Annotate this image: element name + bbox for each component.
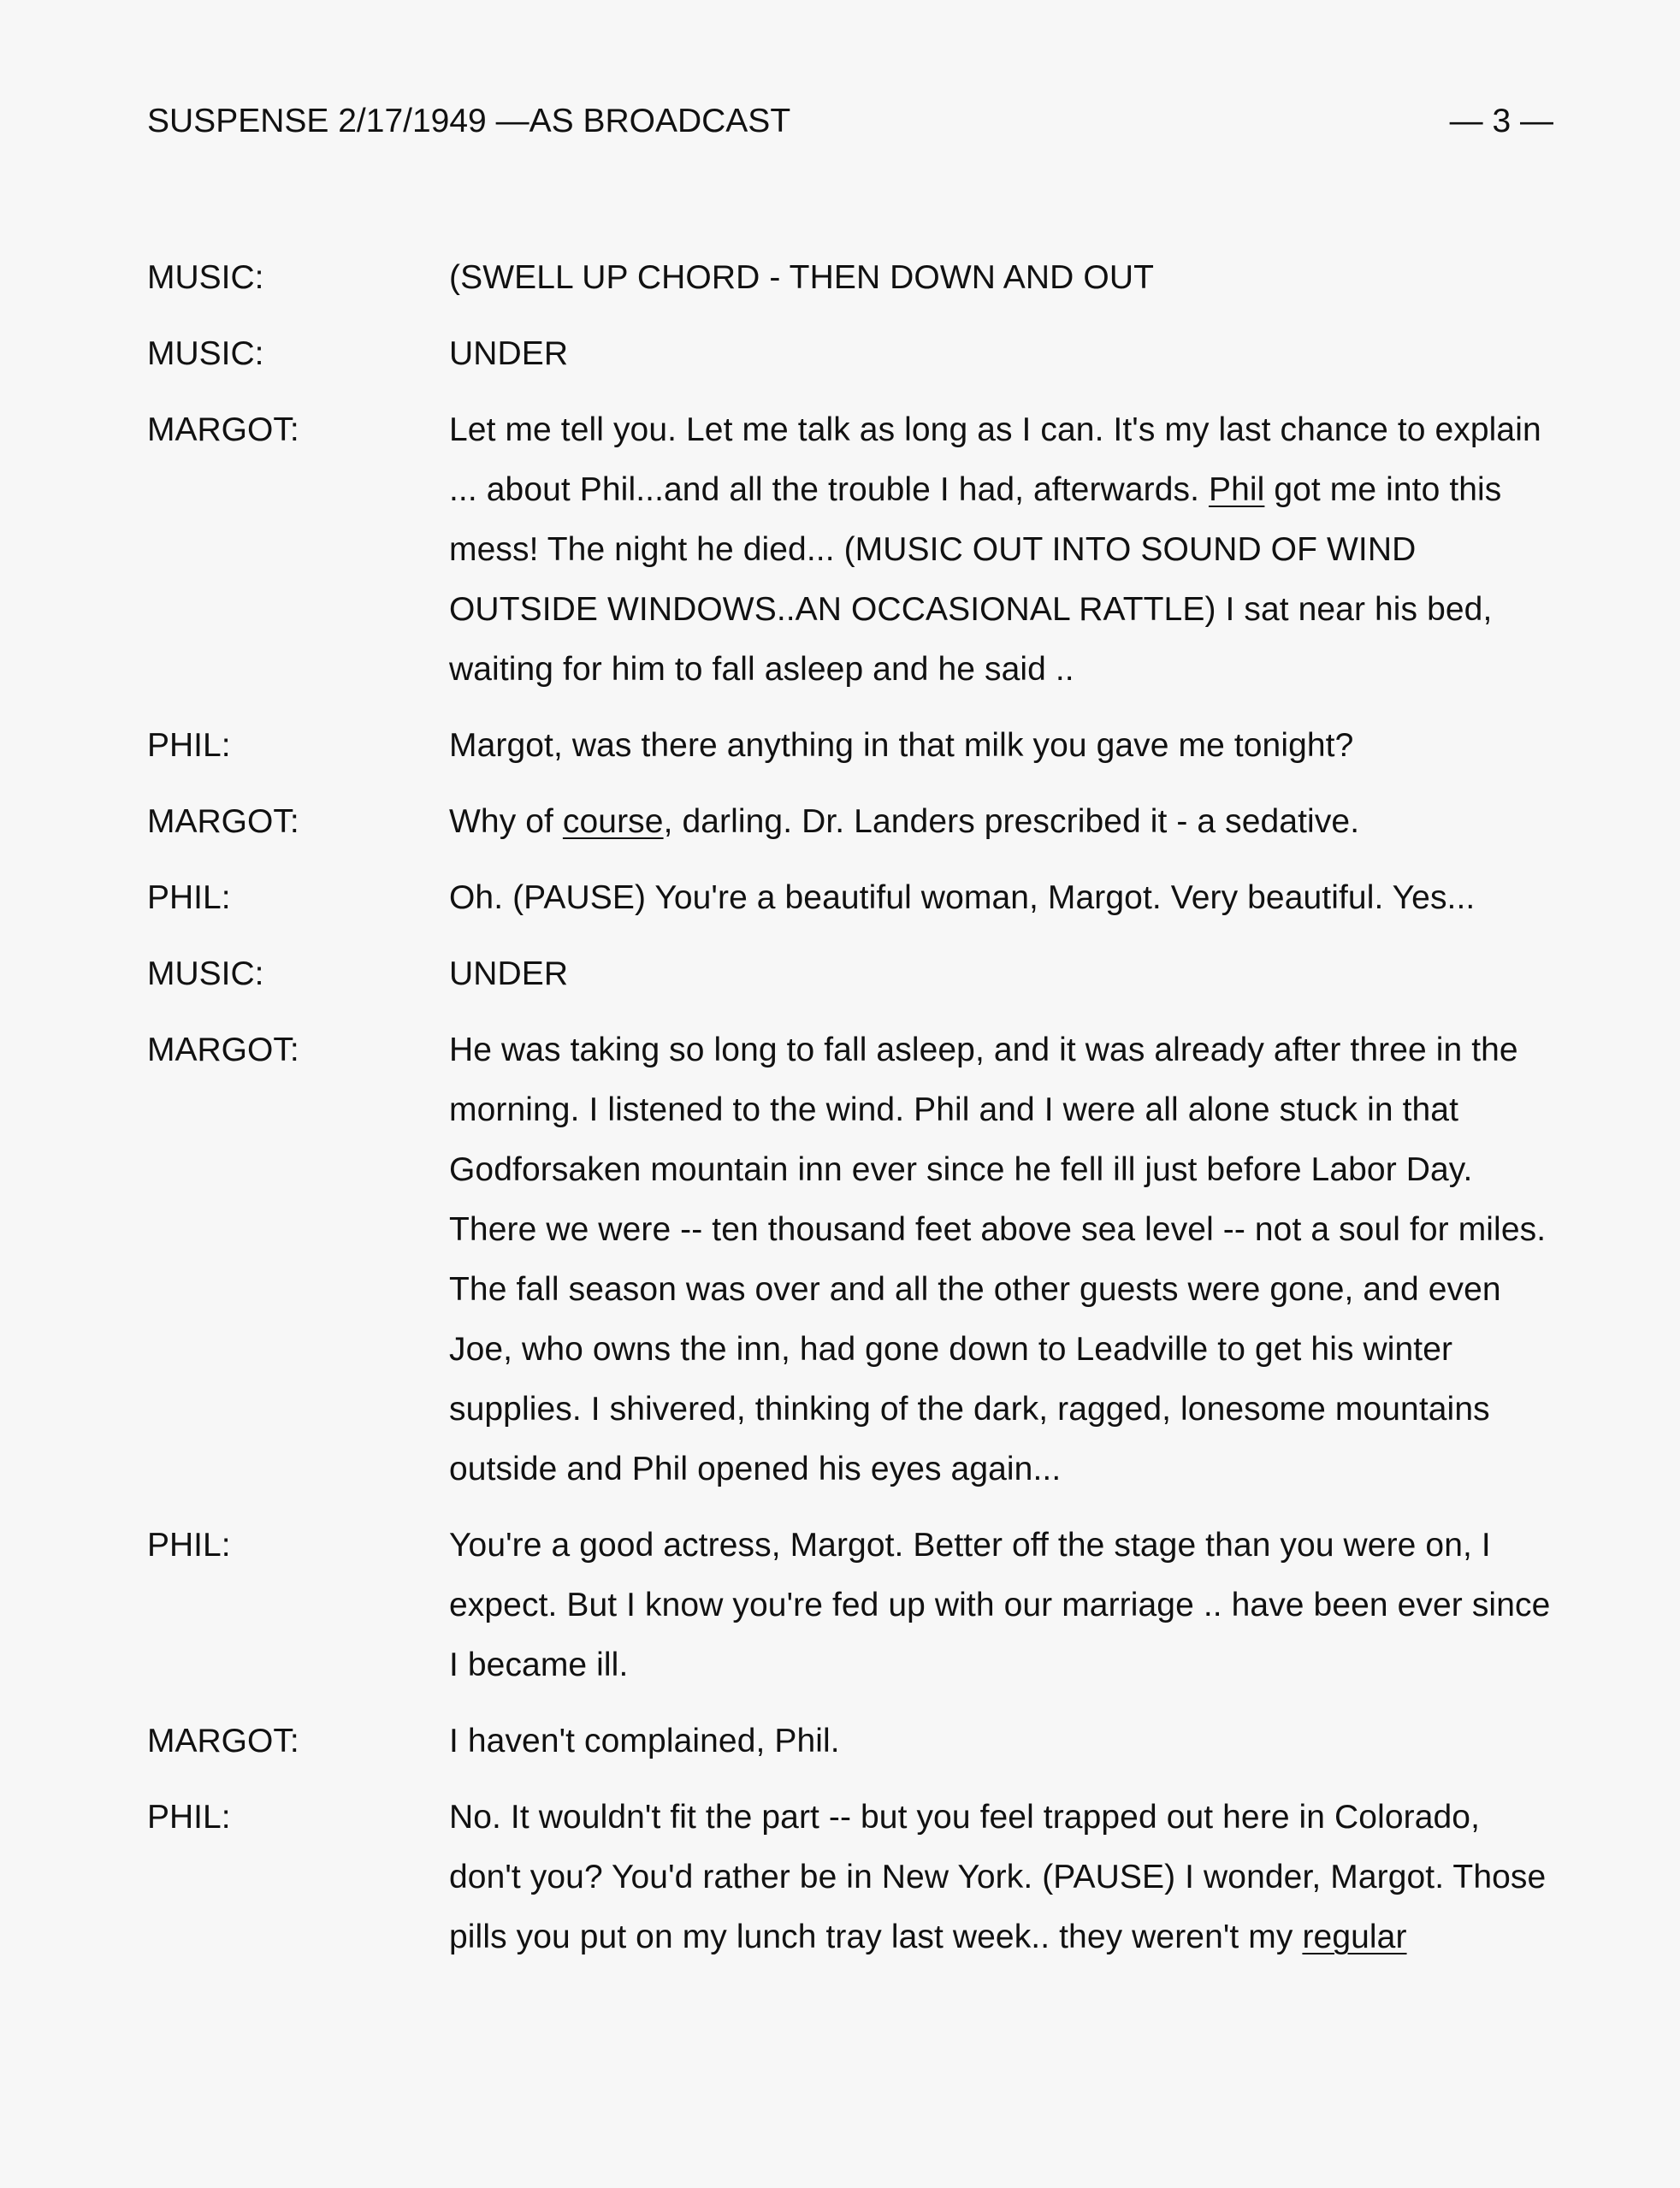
dialogue-text: He was taking so long to fall asleep, and it was already after three in the morning. I listened to the wind. Phil and I were all alone stuck in that Godforsaken mountain inn ever since he fell ill just before Labor Day. There we were -- ten thousand feet above sea level -- not a soul for miles. The fall season was over and all the other guests were gone, and even Joe, who owns the inn, had gone down to Leadville to get his winter supplies. I shivered, thinking of the dark, ragged, lonesome mountains outside and Phil opened his eyes again...: [449, 1032, 1547, 1487]
dialogue-text: Let me tell you. Let me talk as long as I can. It's my last chance to explain ... about Phil...and all the trouble I had, afterwards. Phil got me into this mess! The night he died... (MUSIC OUT INTO SOUND OF WIND OUTSIDE WINDOWS..AN OCCASIONAL RATTLE) I sat near his bed, waiting for him to fall asleep and he said ..: [449, 411, 1541, 688]
dialogue-text: Why of course, darling. Dr. Landers prescribed it - a sedative.: [449, 803, 1360, 840]
script-entry-margot: [147, 792, 1559, 852]
speaker-label: MUSIC:: [147, 955, 264, 992]
speaker-label: PHIL:: [147, 879, 231, 916]
speaker-label: MARGOT:: [147, 411, 299, 448]
speaker-label: PHIL:: [147, 727, 231, 764]
underlined-word: Phil: [1208, 471, 1265, 508]
speaker-label: MARGOT:: [147, 803, 299, 840]
dialogue-text: I haven't complained, Phil.: [449, 1723, 840, 1759]
script-entry-phil: [147, 1788, 1559, 1967]
speaker-label: MARGOT:: [147, 1723, 299, 1759]
script-entry-music-cue: [147, 944, 1559, 1004]
script-entry-phil: [147, 1516, 1559, 1695]
underlined-word: course: [562, 803, 664, 840]
script-entry-margot: [147, 1020, 1559, 1499]
dialogue-text: You're a good actress, Margot. Better off the stage than you were on, I expect. But I know you're fed up with our marriage .. have been ever since I became ill.: [449, 1527, 1551, 1683]
script-entry-phil: [147, 716, 1559, 776]
speaker-label: PHIL:: [147, 1527, 231, 1564]
page-header: [147, 101, 1553, 142]
speaker-label: PHIL:: [147, 1799, 231, 1836]
dialogue-text: (SWELL UP CHORD - THEN DOWN AND OUT: [449, 259, 1155, 296]
page-number: — 3 —: [1449, 103, 1553, 139]
dialogue-text: UNDER: [449, 955, 569, 992]
script-entry-margot: [147, 1712, 1559, 1771]
script-entry-phil: [147, 868, 1559, 928]
script-body: [147, 248, 1559, 1984]
speaker-label: MUSIC:: [147, 335, 264, 372]
speaker-label: MARGOT:: [147, 1032, 299, 1068]
dialogue-text: No. It wouldn't fit the part -- but you feel trapped out here in Colorado, don't you? You'd rather be in New York. (PAUSE) I wonder, Margot. Those pills you put on my lunch tray last week.. they weren't my regular: [449, 1799, 1547, 1955]
dialogue-text: Margot, was there anything in that milk you gave me tonight?: [449, 727, 1354, 764]
dialogue-text: UNDER: [449, 335, 569, 372]
script-entry-music-cue: [147, 248, 1559, 308]
script-entry-margot: [147, 400, 1559, 700]
script-title: SUSPENSE 2/17/1949 —AS BROADCAST: [147, 103, 791, 139]
script-entry-music-cue: [147, 324, 1559, 384]
underlined-word: regular: [1302, 1919, 1407, 1955]
dialogue-text: Oh. (PAUSE) You're a beautiful woman, Margot. Very beautiful. Yes...: [449, 879, 1476, 916]
speaker-label: MUSIC:: [147, 259, 264, 296]
